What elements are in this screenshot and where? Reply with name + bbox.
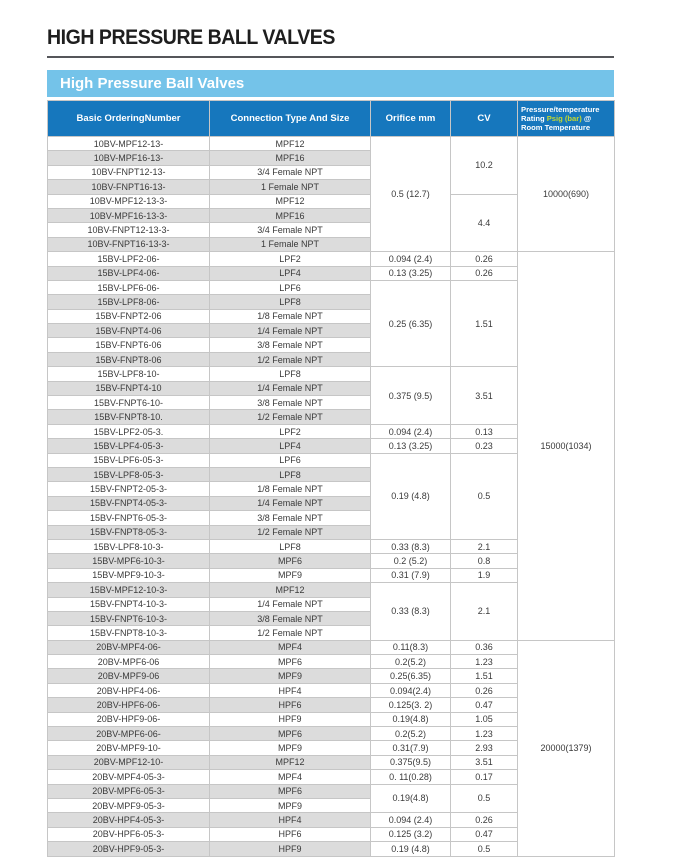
orifice-cell: 0.5 (12.7) <box>371 137 451 252</box>
connection-cell: LPF8 <box>210 295 371 309</box>
connection-cell: LPF4 <box>210 266 371 280</box>
connection-cell: MPF9 <box>210 798 371 812</box>
ordering-number-cell: 20BV-HPF9-06- <box>48 712 210 726</box>
connection-cell: MPF6 <box>210 554 371 568</box>
orifice-cell: 0.19(4.8) <box>371 712 451 726</box>
col-header-pressure <box>518 101 615 137</box>
ordering-number-cell: 15BV-FNPT4-10-3- <box>48 597 210 611</box>
connection-cell: 1/8 Female NPT <box>210 482 371 496</box>
cv-cell: 0.26 <box>451 266 518 280</box>
ordering-number-cell: 15BV-FNPT4-05-3- <box>48 496 210 510</box>
cv-cell: 2.1 <box>451 539 518 553</box>
cv-cell: 1.51 <box>451 280 518 366</box>
ordering-number-cell: 15BV-LPF6-05-3- <box>48 453 210 467</box>
ordering-number-cell: 15BV-LPF2-05-3. <box>48 424 210 438</box>
connection-cell: 1/4 Female NPT <box>210 381 371 395</box>
connection-cell: MPF12 <box>210 137 371 151</box>
ordering-number-cell: 15BV-LPF4-05-3- <box>48 439 210 453</box>
connection-cell: MPF4 <box>210 640 371 654</box>
connection-cell: 1/4 Female NPT <box>210 496 371 510</box>
psig-highlight: Psig (bar) <box>546 113 582 123</box>
ordering-number-cell: 20BV-MPF6-06- <box>48 727 210 741</box>
orifice-cell: 0.2(5.2) <box>371 655 451 669</box>
ordering-number-cell: 20BV-MPF6-06 <box>48 655 210 669</box>
pressure-cell: 15000(1034) <box>518 252 615 641</box>
ordering-number-cell: 15BV-FNPT6-10- <box>48 396 210 410</box>
col-header-orifice: Orifice mm <box>371 101 451 137</box>
ordering-number-cell: 15BV-FNPT6-05-3- <box>48 511 210 525</box>
cv-cell: 0.17 <box>451 770 518 784</box>
ordering-number-cell: 10BV-MPF16-13-3- <box>48 208 210 222</box>
connection-cell: 3/8 Female NPT <box>210 338 371 352</box>
ordering-number-cell: 15BV-LPF8-10- <box>48 367 210 381</box>
connection-cell: LPF8 <box>210 367 371 381</box>
ordering-number-cell: 15BV-LPF2-06- <box>48 252 210 266</box>
ordering-number-cell: 15BV-FNPT8-05-3- <box>48 525 210 539</box>
ordering-number-cell: 15BV-MPF12-10-3- <box>48 583 210 597</box>
ordering-number-cell: 15BV-LPF8-06- <box>48 295 210 309</box>
ordering-number-cell: 20BV-MPF12-10- <box>48 755 210 769</box>
cv-cell: 3.51 <box>451 755 518 769</box>
connection-cell: MPF12 <box>210 583 371 597</box>
connection-cell: MPF6 <box>210 655 371 669</box>
orifice-cell: 0.2 (5.2) <box>371 554 451 568</box>
connection-cell: LPF4 <box>210 439 371 453</box>
connection-cell: LPF2 <box>210 252 371 266</box>
connection-cell: 3/4 Female NPT <box>210 165 371 179</box>
orifice-cell: 0.19(4.8) <box>371 784 451 813</box>
cv-cell: 0.5 <box>451 842 518 856</box>
ordering-number-cell: 20BV-HPF9-05-3- <box>48 842 210 856</box>
cv-cell: 3.51 <box>451 367 518 425</box>
ordering-number-cell: 15BV-FNPT8-10. <box>48 410 210 424</box>
cv-cell: 0.23 <box>451 439 518 453</box>
table-row <box>48 252 615 266</box>
connection-cell: 1/2 Female NPT <box>210 352 371 366</box>
connection-cell: MPF16 <box>210 151 371 165</box>
orifice-cell: 0.31 (7.9) <box>371 568 451 582</box>
connection-cell: 1 Female NPT <box>210 237 371 251</box>
ordering-number-cell: 15BV-FNPT8-10-3- <box>48 626 210 640</box>
ordering-number-cell: 20BV-MPF9-05-3- <box>48 798 210 812</box>
cv-cell: 10.2 <box>451 137 518 195</box>
cv-cell: 0.5 <box>451 453 518 539</box>
connection-cell: MPF4 <box>210 770 371 784</box>
orifice-cell: 0.19 (4.8) <box>371 453 451 539</box>
ordering-number-cell: 15BV-MPF6-10-3- <box>48 554 210 568</box>
connection-cell: LPF8 <box>210 467 371 481</box>
cv-cell: 1.51 <box>451 669 518 683</box>
ordering-number-cell: 10BV-FNPT16-13-3- <box>48 237 210 251</box>
cv-cell: 2.1 <box>451 583 518 641</box>
ordering-number-cell: 10BV-FNPT12-13- <box>48 165 210 179</box>
orifice-cell: 0.094(2.4) <box>371 683 451 697</box>
ordering-number-cell: 20BV-HPF4-06- <box>48 683 210 697</box>
ordering-number-cell: 15BV-FNPT6-06 <box>48 338 210 352</box>
orifice-cell: 0.11(8.3) <box>371 640 451 654</box>
cv-cell: 0.26 <box>451 813 518 827</box>
ordering-number-cell: 15BV-FNPT2-05-3- <box>48 482 210 496</box>
orifice-cell: 0.375(9.5) <box>371 755 451 769</box>
connection-cell: MPF6 <box>210 784 371 798</box>
orifice-cell: 0.094 (2.4) <box>371 424 451 438</box>
ordering-number-cell: 20BV-MPF4-05-3- <box>48 770 210 784</box>
table-header-row <box>48 101 615 137</box>
connection-cell: HPF9 <box>210 842 371 856</box>
connection-cell: LPF2 <box>210 424 371 438</box>
connection-cell: 3/8 Female NPT <box>210 511 371 525</box>
cv-cell: 0.13 <box>451 424 518 438</box>
ordering-number-cell: 10BV-FNPT12-13-3- <box>48 223 210 237</box>
connection-cell: 1/2 Female NPT <box>210 525 371 539</box>
cv-cell: 0.36 <box>451 640 518 654</box>
cv-cell: 2.93 <box>451 741 518 755</box>
connection-cell: MPF12 <box>210 194 371 208</box>
orifice-cell: 0.13 (3.25) <box>371 439 451 453</box>
orifice-cell: 0.13 (3.25) <box>371 266 451 280</box>
connection-cell: HPF9 <box>210 712 371 726</box>
connection-cell: HPF4 <box>210 683 371 697</box>
catalog-page <box>47 0 614 857</box>
cv-cell: 0.8 <box>451 554 518 568</box>
valves-table <box>47 100 615 857</box>
connection-cell: 1/2 Female NPT <box>210 626 371 640</box>
connection-cell: 1/8 Female NPT <box>210 309 371 323</box>
pressure-header-text: Pressure/temperature Rating <box>521 104 600 123</box>
ordering-number-cell: 15BV-MPF9-10-3- <box>48 568 210 582</box>
ordering-number-cell: 10BV-FNPT16-13- <box>48 180 210 194</box>
connection-cell: HPF6 <box>210 827 371 841</box>
ordering-number-cell: 15BV-FNPT6-10-3- <box>48 611 210 625</box>
connection-cell: MPF16 <box>210 208 371 222</box>
orifice-cell: 0.2(5.2) <box>371 727 451 741</box>
table-body <box>48 137 615 857</box>
ordering-number-cell: 15BV-LPF8-05-3- <box>48 467 210 481</box>
table-row <box>48 137 615 151</box>
ordering-number-cell: 10BV-MPF16-13- <box>48 151 210 165</box>
cv-cell: 0.47 <box>451 827 518 841</box>
connection-cell: HPF4 <box>210 813 371 827</box>
cv-cell: 1.23 <box>451 727 518 741</box>
orifice-cell: 0.125 (3.2) <box>371 827 451 841</box>
ordering-number-cell: 15BV-FNPT4-10 <box>48 381 210 395</box>
orifice-cell: 0.33 (8.3) <box>371 539 451 553</box>
orifice-cell: 0.33 (8.3) <box>371 583 451 641</box>
ordering-number-cell: 10BV-MPF12-13-3- <box>48 194 210 208</box>
ordering-number-cell: 20BV-HPF6-06- <box>48 698 210 712</box>
connection-cell: LPF6 <box>210 453 371 467</box>
connection-cell: MPF9 <box>210 669 371 683</box>
col-header-cv: CV <box>451 101 518 137</box>
cv-cell: 0.26 <box>451 252 518 266</box>
connection-cell: 1/4 Female NPT <box>210 597 371 611</box>
col-header-ordering-number: Basic OrderingNumber <box>48 101 210 137</box>
connection-cell: MPF9 <box>210 741 371 755</box>
ordering-number-cell: 20BV-HPF6-05-3- <box>48 827 210 841</box>
connection-cell: MPF9 <box>210 568 371 582</box>
ordering-number-cell: 15BV-LPF8-10-3- <box>48 539 210 553</box>
ordering-number-cell: 15BV-FNPT2-06 <box>48 309 210 323</box>
section-banner-title: High Pressure Ball Valves <box>60 75 245 92</box>
title-rule <box>47 56 614 58</box>
section-banner <box>47 70 614 97</box>
cv-cell: 4.4 <box>451 194 518 252</box>
ordering-number-cell: 20BV-MPF4-06- <box>48 640 210 654</box>
orifice-cell: 0.25 (6.35) <box>371 280 451 366</box>
orifice-cell: 0.094 (2.4) <box>371 813 451 827</box>
connection-cell: 1 Female NPT <box>210 180 371 194</box>
orifice-cell: 0.31(7.9) <box>371 741 451 755</box>
col-header-connection: Connection Type And Size <box>210 101 371 137</box>
ordering-number-cell: 10BV-MPF12-13- <box>48 137 210 151</box>
cv-cell: 0.26 <box>451 683 518 697</box>
ordering-number-cell: 15BV-FNPT8-06 <box>48 352 210 366</box>
ordering-number-cell: 20BV-MPF6-05-3- <box>48 784 210 798</box>
ordering-number-cell: 20BV-HPF4-05-3- <box>48 813 210 827</box>
connection-cell: MPF6 <box>210 727 371 741</box>
cv-cell: 1.05 <box>451 712 518 726</box>
ordering-number-cell: 20BV-MPF9-06 <box>48 669 210 683</box>
orifice-cell: 0.19 (4.8) <box>371 842 451 856</box>
orifice-cell: 0.125(3. 2) <box>371 698 451 712</box>
connection-cell: MPF12 <box>210 755 371 769</box>
pressure-cell: 10000(690) <box>518 137 615 252</box>
orifice-cell: 0.375 (9.5) <box>371 367 451 425</box>
ordering-number-cell: 15BV-LPF6-06- <box>48 280 210 294</box>
connection-cell: HPF6 <box>210 698 371 712</box>
connection-cell: LPF6 <box>210 280 371 294</box>
cv-cell: 1.23 <box>451 655 518 669</box>
connection-cell: 3/8 Female NPT <box>210 396 371 410</box>
connection-cell: 1/4 Female NPT <box>210 324 371 338</box>
orifice-cell: 0.25(6.35) <box>371 669 451 683</box>
orifice-cell: 0.094 (2.4) <box>371 252 451 266</box>
orifice-cell: 0. 11(0.28) <box>371 770 451 784</box>
page-title: HIGH PRESSURE BALL VALVES <box>47 26 335 49</box>
ordering-number-cell: 15BV-LPF4-06- <box>48 266 210 280</box>
table-row <box>48 640 615 654</box>
connection-cell: 3/8 Female NPT <box>210 611 371 625</box>
cv-cell: 0.47 <box>451 698 518 712</box>
pressure-header-text-2: @ Room Temperature <box>521 113 592 133</box>
ordering-number-cell: 15BV-FNPT4-06 <box>48 324 210 338</box>
connection-cell: 3/4 Female NPT <box>210 223 371 237</box>
cv-cell: 0.5 <box>451 784 518 813</box>
ordering-number-cell: 20BV-MPF9-10- <box>48 741 210 755</box>
cv-cell: 1.9 <box>451 568 518 582</box>
connection-cell: LPF8 <box>210 539 371 553</box>
pressure-cell: 20000(1379) <box>518 640 615 856</box>
connection-cell: 1/2 Female NPT <box>210 410 371 424</box>
